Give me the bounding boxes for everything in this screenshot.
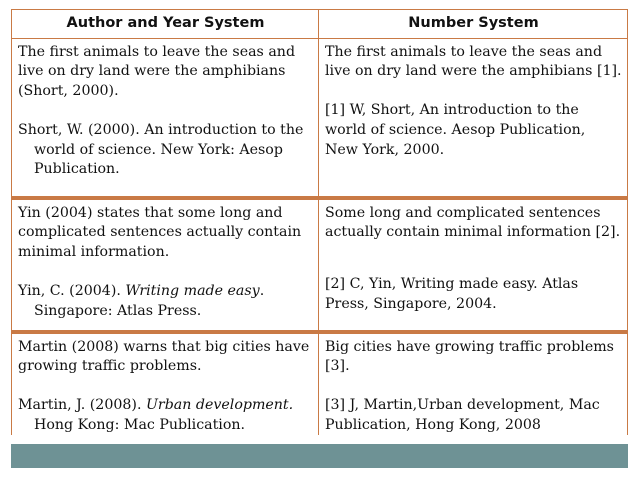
reference-entry [18, 282, 313, 321]
example-sentence: Some long and complicated sentences actually contain minimal information [2]. [325, 204, 621, 241]
reference-publisher: Hong Kong: Mac Publication. [34, 416, 246, 433]
reference-title: Urban development. [145, 397, 294, 414]
header-author-year: Author and Year System [12, 10, 319, 38]
reference-entry: [1] W, Short, An introduction to the world of science. Aesop Publication, New York, 2000. [325, 102, 586, 158]
number-cell [319, 334, 627, 435]
reference-author: Martin, J. (2008). [18, 397, 146, 414]
author-year-cell [12, 334, 319, 435]
example-sentence: Yin (2004) states that some long and complicated sentences actually contain minimal information. [18, 204, 302, 260]
number-cell [319, 39, 627, 196]
reference-entry: [3] J, Martin,Urban development, Mac Publication, Hong Kong, 2008 [325, 397, 600, 433]
example-sentence: Big cities have growing traffic problems [3]. [325, 338, 614, 375]
table-row [11, 39, 628, 197]
author-year-cell [12, 200, 319, 330]
reference-entry [18, 396, 313, 435]
table-row [11, 197, 628, 331]
footer-bar [11, 444, 628, 468]
table-row [11, 331, 628, 435]
citation-comparison-table [11, 9, 628, 435]
number-cell [319, 200, 627, 330]
reference-title: Writing made easy [125, 282, 260, 299]
header-row [11, 10, 628, 39]
author-year-cell [12, 39, 319, 196]
example-sentence: The first animals to leave the seas and live on dry land were the amphibians [1]. [325, 43, 622, 80]
reference-entry: Short, W. (2000). An introduction to the world of science. New York: Aesop Publication. [18, 121, 304, 178]
reference-author: Yin, C. (2004). [18, 282, 126, 299]
example-sentence: Martin (2008) warns that big cities have growing traffic problems. [18, 338, 310, 375]
example-sentence: The first animals to leave the seas and live on dry land were the amphibians (Short, 2000). [18, 43, 296, 99]
reference-publisher: . Singapore: Atlas Press. [34, 282, 265, 319]
header-number: Number System [408, 15, 539, 31]
reference-entry: [2] C, Yin, Writing made easy. Atlas Press, Singapore, 2004. [325, 276, 579, 312]
